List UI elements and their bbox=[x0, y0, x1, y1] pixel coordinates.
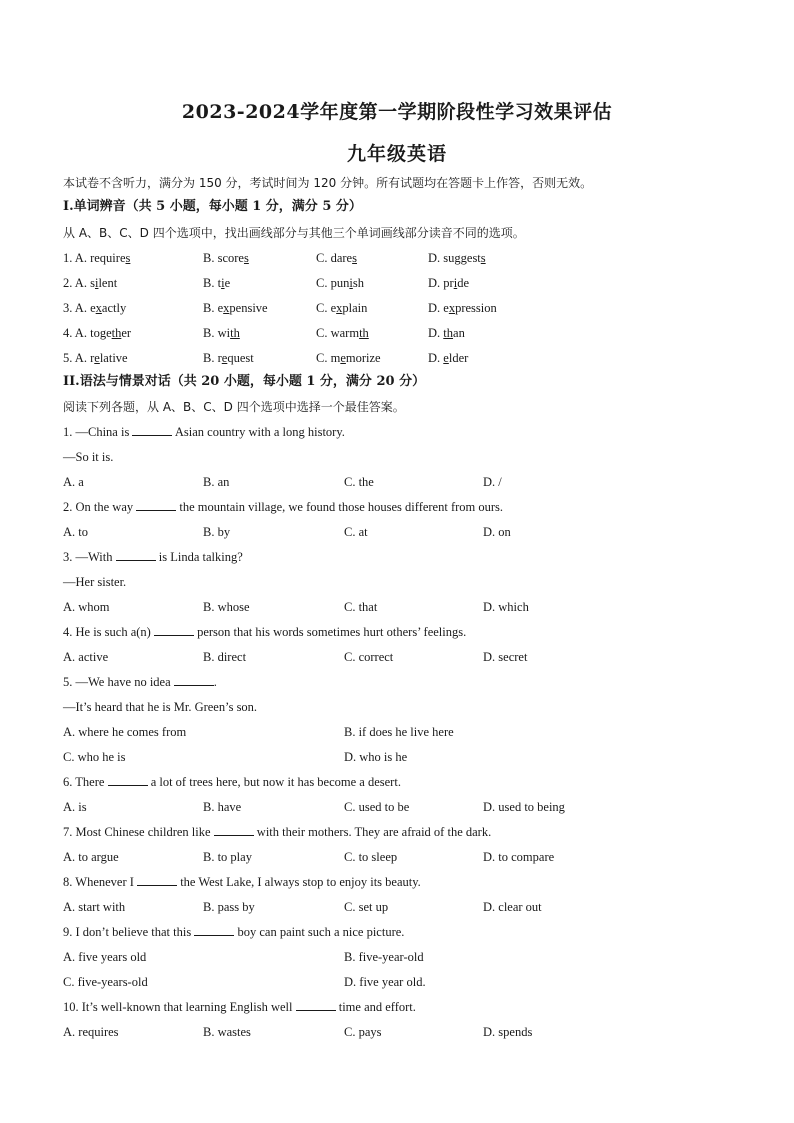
option-letter: C. bbox=[316, 301, 331, 315]
answer-option[interactable]: A. where he comes from bbox=[63, 725, 187, 739]
word-part: suggest bbox=[443, 251, 481, 265]
answer-option[interactable]: D. five year old. bbox=[344, 975, 426, 989]
underlined-letters: s bbox=[480, 251, 486, 265]
answer-option[interactable]: A. is bbox=[63, 800, 87, 814]
question-stem bbox=[63, 824, 491, 840]
answer-option[interactable]: C. to sleep bbox=[344, 850, 398, 864]
word-option[interactable] bbox=[203, 250, 249, 266]
question-stem bbox=[63, 424, 345, 440]
exam-intro: 本试卷不含听力，满分为 150 分，考试时间为 120 分钟。所有试题均在答题卡上作答，否则无效。 bbox=[63, 176, 593, 190]
answer-blank[interactable] bbox=[137, 874, 177, 886]
word-part: pensive bbox=[229, 301, 268, 315]
option-letter: 3. A. bbox=[63, 301, 91, 315]
word-part: score bbox=[217, 251, 244, 265]
word-option[interactable] bbox=[316, 350, 381, 366]
option-letter: B. bbox=[203, 276, 218, 290]
word-part: wi bbox=[217, 326, 231, 340]
answer-option[interactable]: A. start with bbox=[63, 900, 126, 914]
option-letter: 4. A. bbox=[63, 326, 91, 340]
word-part: pression bbox=[455, 301, 497, 315]
answer-option[interactable]: B. direct bbox=[203, 650, 247, 664]
answer-option[interactable]: D. / bbox=[483, 475, 502, 489]
answer-option[interactable]: B. five-year-old bbox=[344, 950, 424, 964]
option-letter: D. bbox=[428, 326, 444, 340]
word-part: lder bbox=[448, 351, 469, 365]
section1-heading: I.单词辨音（共 5 小题，每小题 1 分，满分 5 分） bbox=[63, 199, 362, 214]
answer-option[interactable]: A. five years old bbox=[63, 950, 147, 964]
underlined-letters: th bbox=[230, 326, 240, 340]
underlined-letters: x bbox=[336, 301, 343, 315]
answer-option[interactable]: D. spends bbox=[483, 1025, 533, 1039]
answer-option[interactable]: D. which bbox=[483, 600, 529, 614]
answer-option[interactable]: A. active bbox=[63, 650, 109, 664]
answer-blank[interactable] bbox=[136, 499, 176, 511]
exam-title: 2023-2024学年度第一学期阶段性学习效果评估 bbox=[181, 101, 613, 123]
question-text: with their mothers. They are afraid of the dark. bbox=[253, 825, 492, 839]
answer-option[interactable]: B. an bbox=[203, 475, 230, 489]
underlined-letters: i bbox=[221, 276, 225, 290]
word-part: lent bbox=[98, 276, 118, 290]
question-text: —With bbox=[75, 550, 116, 564]
option-letter: B. bbox=[203, 301, 218, 315]
word-part: er bbox=[121, 326, 132, 340]
exam-subtitle: 九年级英语 bbox=[346, 143, 447, 165]
word-part: e bbox=[443, 301, 449, 315]
question-text: the West Lake, I always stop to enjoy its beauty. bbox=[177, 875, 421, 889]
underlined-letters: i bbox=[94, 276, 99, 290]
question-stem bbox=[63, 549, 243, 565]
option-letter: C. bbox=[316, 326, 331, 340]
question-text: —We have no idea bbox=[75, 675, 174, 689]
answer-option[interactable]: B. whose bbox=[203, 600, 250, 614]
question-text: . bbox=[213, 675, 217, 689]
underlined-letters: e bbox=[221, 351, 228, 365]
word-part: lative bbox=[99, 351, 128, 365]
section2-instruction: 阅读下列各题，从 A、B、C、D 四个选项中选择一个最佳答案。 bbox=[63, 400, 405, 414]
word-part: e bbox=[330, 301, 337, 315]
option-letter: 2. A. bbox=[63, 276, 91, 290]
word-part: require bbox=[90, 251, 126, 265]
answer-option[interactable]: C. that bbox=[344, 600, 378, 614]
word-option[interactable] bbox=[428, 325, 465, 341]
question-number: 7. bbox=[63, 825, 76, 839]
word-part: actly bbox=[101, 301, 127, 315]
word-part: dare bbox=[330, 251, 353, 265]
word-option[interactable] bbox=[316, 325, 369, 341]
underlined-letters: e bbox=[94, 351, 100, 365]
option-letter: C. bbox=[316, 351, 331, 365]
question-text: On the way bbox=[75, 500, 137, 514]
question-reply: —So it is. bbox=[63, 450, 114, 464]
question-number: 8. bbox=[63, 875, 76, 889]
word-option[interactable] bbox=[203, 350, 254, 366]
question-stem bbox=[63, 774, 401, 790]
option-letter: B. bbox=[203, 326, 218, 340]
answer-option[interactable]: C. correct bbox=[344, 650, 394, 664]
option-letter: D. bbox=[428, 301, 444, 315]
word-option[interactable] bbox=[316, 275, 364, 291]
question-number: 9. bbox=[63, 925, 76, 939]
word-part: quest bbox=[227, 351, 254, 365]
answer-option[interactable]: B. pass by bbox=[203, 900, 255, 914]
word-part: an bbox=[453, 326, 465, 340]
answer-blank[interactable] bbox=[174, 674, 214, 686]
option-letter: D. bbox=[428, 276, 444, 290]
underlined-letters: x bbox=[448, 301, 456, 315]
question-number: 10. bbox=[63, 1000, 82, 1014]
question-text: —China is bbox=[75, 425, 133, 439]
word-option[interactable] bbox=[203, 325, 240, 341]
word-option[interactable] bbox=[63, 275, 117, 291]
word-part: pr bbox=[443, 276, 454, 290]
word-option[interactable] bbox=[428, 250, 486, 266]
question-text: a lot of trees here, but now it has become a desert. bbox=[147, 775, 401, 789]
word-option[interactable] bbox=[63, 250, 130, 266]
question-stem bbox=[63, 999, 416, 1015]
word-option[interactable] bbox=[316, 300, 367, 316]
word-option[interactable] bbox=[428, 350, 468, 366]
word-part: toge bbox=[90, 326, 112, 340]
option-letter: D. bbox=[428, 351, 444, 365]
answer-blank[interactable] bbox=[154, 624, 194, 636]
answer-option[interactable]: D. to compare bbox=[483, 850, 555, 864]
word-part: e bbox=[90, 301, 96, 315]
word-part: plain bbox=[342, 301, 368, 315]
word-option[interactable] bbox=[63, 325, 131, 341]
word-part: e bbox=[217, 301, 224, 315]
answer-blank[interactable] bbox=[116, 549, 156, 561]
answer-option[interactable]: A. whom bbox=[63, 600, 110, 614]
word-part: e bbox=[224, 276, 231, 290]
underlined-letters: th bbox=[443, 326, 454, 340]
question-text: He is such a(n) bbox=[75, 625, 154, 639]
answer-option[interactable]: A. requires bbox=[63, 1025, 119, 1039]
answer-option[interactable]: A. to argue bbox=[63, 850, 119, 864]
word-option[interactable] bbox=[203, 300, 268, 316]
question-text: the mountain village, we found those houses different from ours. bbox=[176, 500, 504, 514]
word-part: r bbox=[90, 351, 95, 365]
answer-option[interactable]: B. to play bbox=[203, 850, 252, 864]
question-stem bbox=[63, 499, 503, 515]
section1-instruction: 从 A、B、C、D 四个选项中，找出画线部分与其他三个单词画线部分读音不同的选项。 bbox=[63, 226, 525, 240]
question-number: 1. bbox=[63, 425, 76, 439]
answer-option[interactable]: B. if does he live here bbox=[344, 725, 454, 739]
word-part: pun bbox=[330, 276, 350, 290]
answer-blank[interactable] bbox=[194, 924, 234, 936]
question-reply: —Her sister. bbox=[63, 575, 127, 589]
question-text: boy can paint such a nice picture. bbox=[234, 925, 405, 939]
option-letter: C. bbox=[316, 276, 331, 290]
answer-blank[interactable] bbox=[214, 824, 254, 836]
option-letter: 5. A. bbox=[63, 351, 91, 365]
word-part: warm bbox=[330, 326, 360, 340]
word-option[interactable] bbox=[63, 350, 128, 366]
word-part: t bbox=[217, 276, 222, 290]
question-stem bbox=[63, 674, 217, 690]
option-letter: B. bbox=[203, 351, 218, 365]
underlined-letters: th bbox=[359, 326, 369, 340]
question-text: Most Chinese children like bbox=[75, 825, 214, 839]
answer-option[interactable]: C. five-years-old bbox=[63, 975, 148, 989]
answer-option[interactable]: B. by bbox=[203, 525, 231, 539]
answer-option[interactable]: B. have bbox=[203, 800, 242, 814]
underlined-letters: x bbox=[223, 301, 230, 315]
answer-option[interactable]: C. used to be bbox=[344, 800, 410, 814]
underlined-letters: e bbox=[340, 351, 346, 365]
question-number: 3. bbox=[63, 550, 76, 564]
option-letter: 1. A. bbox=[63, 251, 91, 265]
underlined-letters: s bbox=[125, 251, 131, 265]
word-option[interactable] bbox=[316, 250, 357, 266]
answer-option[interactable]: C. pays bbox=[344, 1025, 382, 1039]
word-part: s bbox=[90, 276, 95, 290]
question-number: 2. bbox=[63, 500, 76, 514]
underlined-letters: s bbox=[243, 251, 249, 265]
answer-option[interactable]: D. clear out bbox=[483, 900, 542, 914]
question-number: 4. bbox=[63, 625, 76, 639]
question-reply: —It’s heard that he is Mr. Green’s son. bbox=[63, 700, 258, 714]
answer-blank[interactable] bbox=[132, 424, 172, 436]
answer-option[interactable]: C. set up bbox=[344, 900, 389, 914]
word-part: sh bbox=[352, 276, 364, 290]
word-part: de bbox=[457, 276, 469, 290]
question-stem bbox=[63, 624, 466, 640]
question-number: 6. bbox=[63, 775, 76, 789]
question-text: I don’t believe that this bbox=[75, 925, 195, 939]
answer-option[interactable]: D. who is he bbox=[344, 750, 408, 764]
word-part: m bbox=[330, 351, 341, 365]
option-letter: D. bbox=[428, 251, 444, 265]
question-text: person that his words sometimes hurt others’ feelings. bbox=[193, 625, 467, 639]
underlined-letters: e bbox=[443, 351, 449, 365]
underlined-letters: i bbox=[453, 276, 458, 290]
answer-option[interactable]: C. the bbox=[344, 475, 374, 489]
answer-option[interactable]: A. a bbox=[63, 475, 84, 489]
answer-option[interactable]: D. used to being bbox=[483, 800, 565, 814]
answer-option[interactable]: C. at bbox=[344, 525, 368, 539]
word-part: morize bbox=[345, 351, 381, 365]
answer-blank[interactable] bbox=[296, 999, 336, 1011]
underlined-letters: x bbox=[95, 301, 102, 315]
option-letter: C. bbox=[316, 251, 331, 265]
word-option[interactable] bbox=[63, 300, 126, 316]
answer-option[interactable]: A. to bbox=[63, 525, 88, 539]
question-text: Whenever I bbox=[75, 875, 138, 889]
section2-heading: II.语法与情景对话（共 20 小题，每小题 1 分，满分 20 分） bbox=[63, 374, 426, 389]
question-text: There bbox=[75, 775, 108, 789]
word-option[interactable] bbox=[203, 275, 230, 291]
answer-option[interactable]: C. who he is bbox=[63, 750, 126, 764]
answer-option[interactable]: D. on bbox=[483, 525, 511, 539]
answer-option[interactable]: B. wastes bbox=[203, 1025, 251, 1039]
word-part: r bbox=[217, 351, 222, 365]
question-text: Asian country with a long history. bbox=[172, 425, 345, 439]
option-letter: B. bbox=[203, 251, 218, 265]
answer-blank[interactable] bbox=[108, 774, 148, 786]
question-text: time and effort. bbox=[335, 1000, 416, 1014]
question-stem bbox=[63, 874, 421, 890]
question-stem bbox=[63, 924, 404, 940]
underlined-letters: th bbox=[111, 326, 122, 340]
underlined-letters: i bbox=[349, 276, 353, 290]
underlined-letters: s bbox=[352, 251, 357, 265]
word-option[interactable] bbox=[428, 275, 469, 291]
answer-option[interactable]: D. secret bbox=[483, 650, 528, 664]
question-number: 5. bbox=[63, 675, 76, 689]
question-text: is Linda talking? bbox=[155, 550, 243, 564]
question-text: It’s well-known that learning English well bbox=[81, 1000, 296, 1014]
word-option[interactable] bbox=[428, 300, 497, 316]
